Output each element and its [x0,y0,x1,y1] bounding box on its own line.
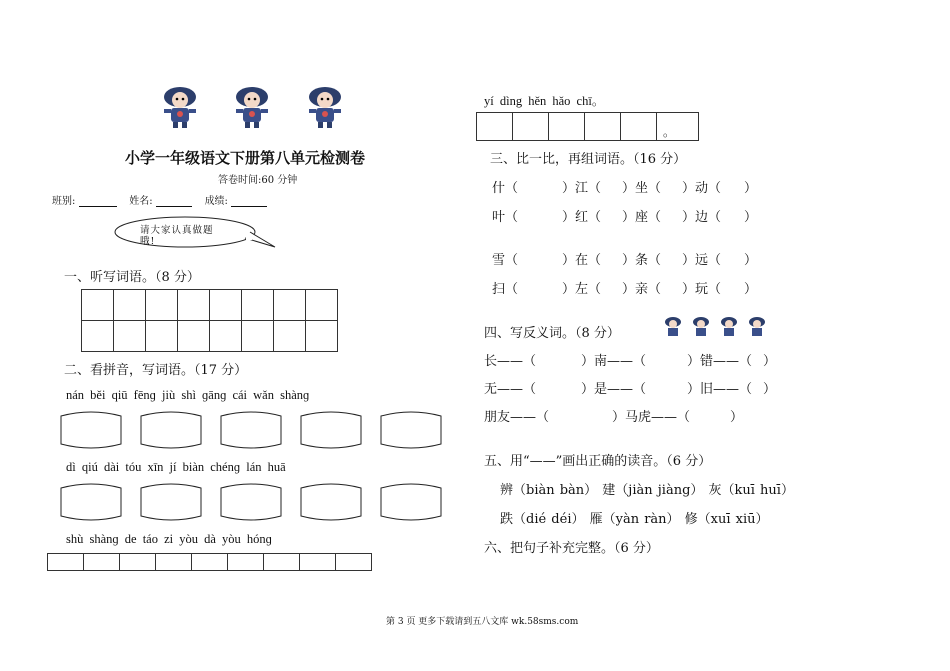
s3-item: 扫（ [492,282,519,297]
bubble-text: 请大家认真做题哦! [140,225,214,247]
grid-cell[interactable] [242,290,274,321]
s5-line-2: 跌（dié déi） 雁（yàn ràn） 修（xuī xiū） [500,512,769,527]
grid-cell[interactable] [178,290,210,321]
flag-boxes-row-1 [58,410,448,452]
pinyin-line-1: nán běi qiū fēnɡ jiù shì ɡānɡ cái wǎn shànɡ [66,388,310,402]
mascot-row-icon [662,316,772,338]
s3-row-4 [492,278,757,297]
section-1-title: 一、听写词语。（8 分） [64,270,200,285]
s3-row-3 [492,249,757,268]
s4-row-1 [484,350,776,369]
flag-boxes-row-2 [58,482,448,524]
section-4-title: 四、写反义词。（8 分） [484,326,620,341]
grid-cell[interactable] [146,290,178,321]
s3-item: ）坐（ [622,181,662,196]
sentence-answer-grid [47,553,372,571]
grid-cell[interactable] [192,554,228,571]
s3-row-1 [492,177,757,196]
grid-cell[interactable] [48,554,84,571]
section-3-title: 三、比一比，再组词语。（16 分） [490,152,687,167]
grid-cell[interactable] [306,321,338,352]
s3-row-2 [492,206,757,225]
grid-cell[interactable] [336,554,372,571]
s3-item: 雪（ [492,253,519,268]
grid-cell[interactable] [621,113,657,141]
s5-line-1: 辨（biàn bàn） 建（jiàn jiàng） 灰（kuī huī） [500,483,794,498]
grid-cell[interactable] [210,321,242,352]
pinyin-line-3: shù shànɡ de táo zi yòu dà yòu hónɡ [66,532,272,546]
section-2-title: 二、看拼音，写词语。（17 分） [64,363,248,378]
grid-cell[interactable] [120,554,156,571]
s3-item: ）红（ [562,210,602,225]
mascot-icon [158,85,202,131]
s3-item: ）动（ [682,181,722,196]
s4-item: 无——（ [484,382,537,397]
answer-grid-right [476,112,699,141]
grid-cell[interactable] [114,290,146,321]
grid-cell[interactable] [549,113,585,141]
score-label: 成绩: [204,196,228,207]
page-footer: 第 3 页 更多下载请到五八文库 wk.58sms.com [386,617,579,627]
grid-cell[interactable] [274,290,306,321]
s3-item: ） [744,181,758,196]
s4-row-2 [484,378,776,397]
s3-item: ）在（ [562,253,602,268]
mascot-icon [303,85,347,131]
grid-cell[interactable] [210,290,242,321]
grid-cell[interactable] [228,554,264,571]
name-field[interactable] [156,195,192,207]
class-label: 班别: [52,196,76,207]
pinyin-line-2: dì qiú dài tóu xīn jí biàn chénɡ lán huā [66,460,286,474]
s4-row-3 [484,406,743,425]
s4-item: ）错——（ [687,354,753,369]
s3-item: ）远（ [682,253,722,268]
grid-cell[interactable] [114,321,146,352]
grid-cell[interactable] [264,554,300,571]
grid-cell[interactable] [306,290,338,321]
grid-cell[interactable] [178,321,210,352]
s3-item: ）玩（ [682,282,722,297]
info-line [52,192,267,207]
s3-item: ） [744,253,758,268]
grid-cell[interactable] [300,554,336,571]
grid-cell[interactable] [84,554,120,571]
s3-item: ）亲（ [622,282,662,297]
s3-item: 叶（ [492,210,519,225]
grid-cell[interactable] [274,321,306,352]
grid-cell[interactable] [585,113,621,141]
grid-cell[interactable] [82,321,114,352]
mascot-icon [230,85,274,131]
s3-item: ） [744,210,758,225]
s4-item: 长——（ [484,354,537,369]
s4-item: ） [763,354,777,369]
grid-cell[interactable] [513,113,549,141]
s3-item: ）江（ [562,181,602,196]
grid-cell[interactable] [82,290,114,321]
page-title: 小学一年级语文下册第八单元检测卷 [125,149,366,167]
grid-cell[interactable] [242,321,274,352]
s3-item: ）座（ [622,210,662,225]
s3-item: ）条（ [622,253,662,268]
dictation-grid [81,289,338,352]
class-field[interactable] [79,195,117,207]
s3-item: ）左（ [562,282,602,297]
section-6-title: 六、把句子补充完整。（6 分） [484,541,659,556]
grid-cell[interactable] [146,321,178,352]
s4-item: ） [730,410,744,425]
score-field[interactable] [231,195,267,207]
grid-cell[interactable] [477,113,513,141]
s3-item: ） [744,282,758,297]
name-label: 姓名: [129,196,153,207]
grid-cell[interactable] [156,554,192,571]
s4-item: ） [763,382,777,397]
s4-item: ）旧——（ [687,382,753,397]
s3-item: 什（ [492,181,519,196]
exam-time: 答卷时间:60 分钟 [218,175,298,186]
s4-item: ）马虎——（ [612,410,691,425]
s4-item: ）是——（ [581,382,647,397]
s4-item: ）南——（ [581,354,647,369]
s4-item: 朋友——（ [484,410,550,425]
section-5-title: 五、用“——”画出正确的读音。（6 分） [484,454,712,469]
grid-cell-end: 。 [657,113,699,141]
pinyin-top-right: yí dìng hěn hǎo chī。 [484,94,605,108]
s3-item: ）边（ [682,210,722,225]
